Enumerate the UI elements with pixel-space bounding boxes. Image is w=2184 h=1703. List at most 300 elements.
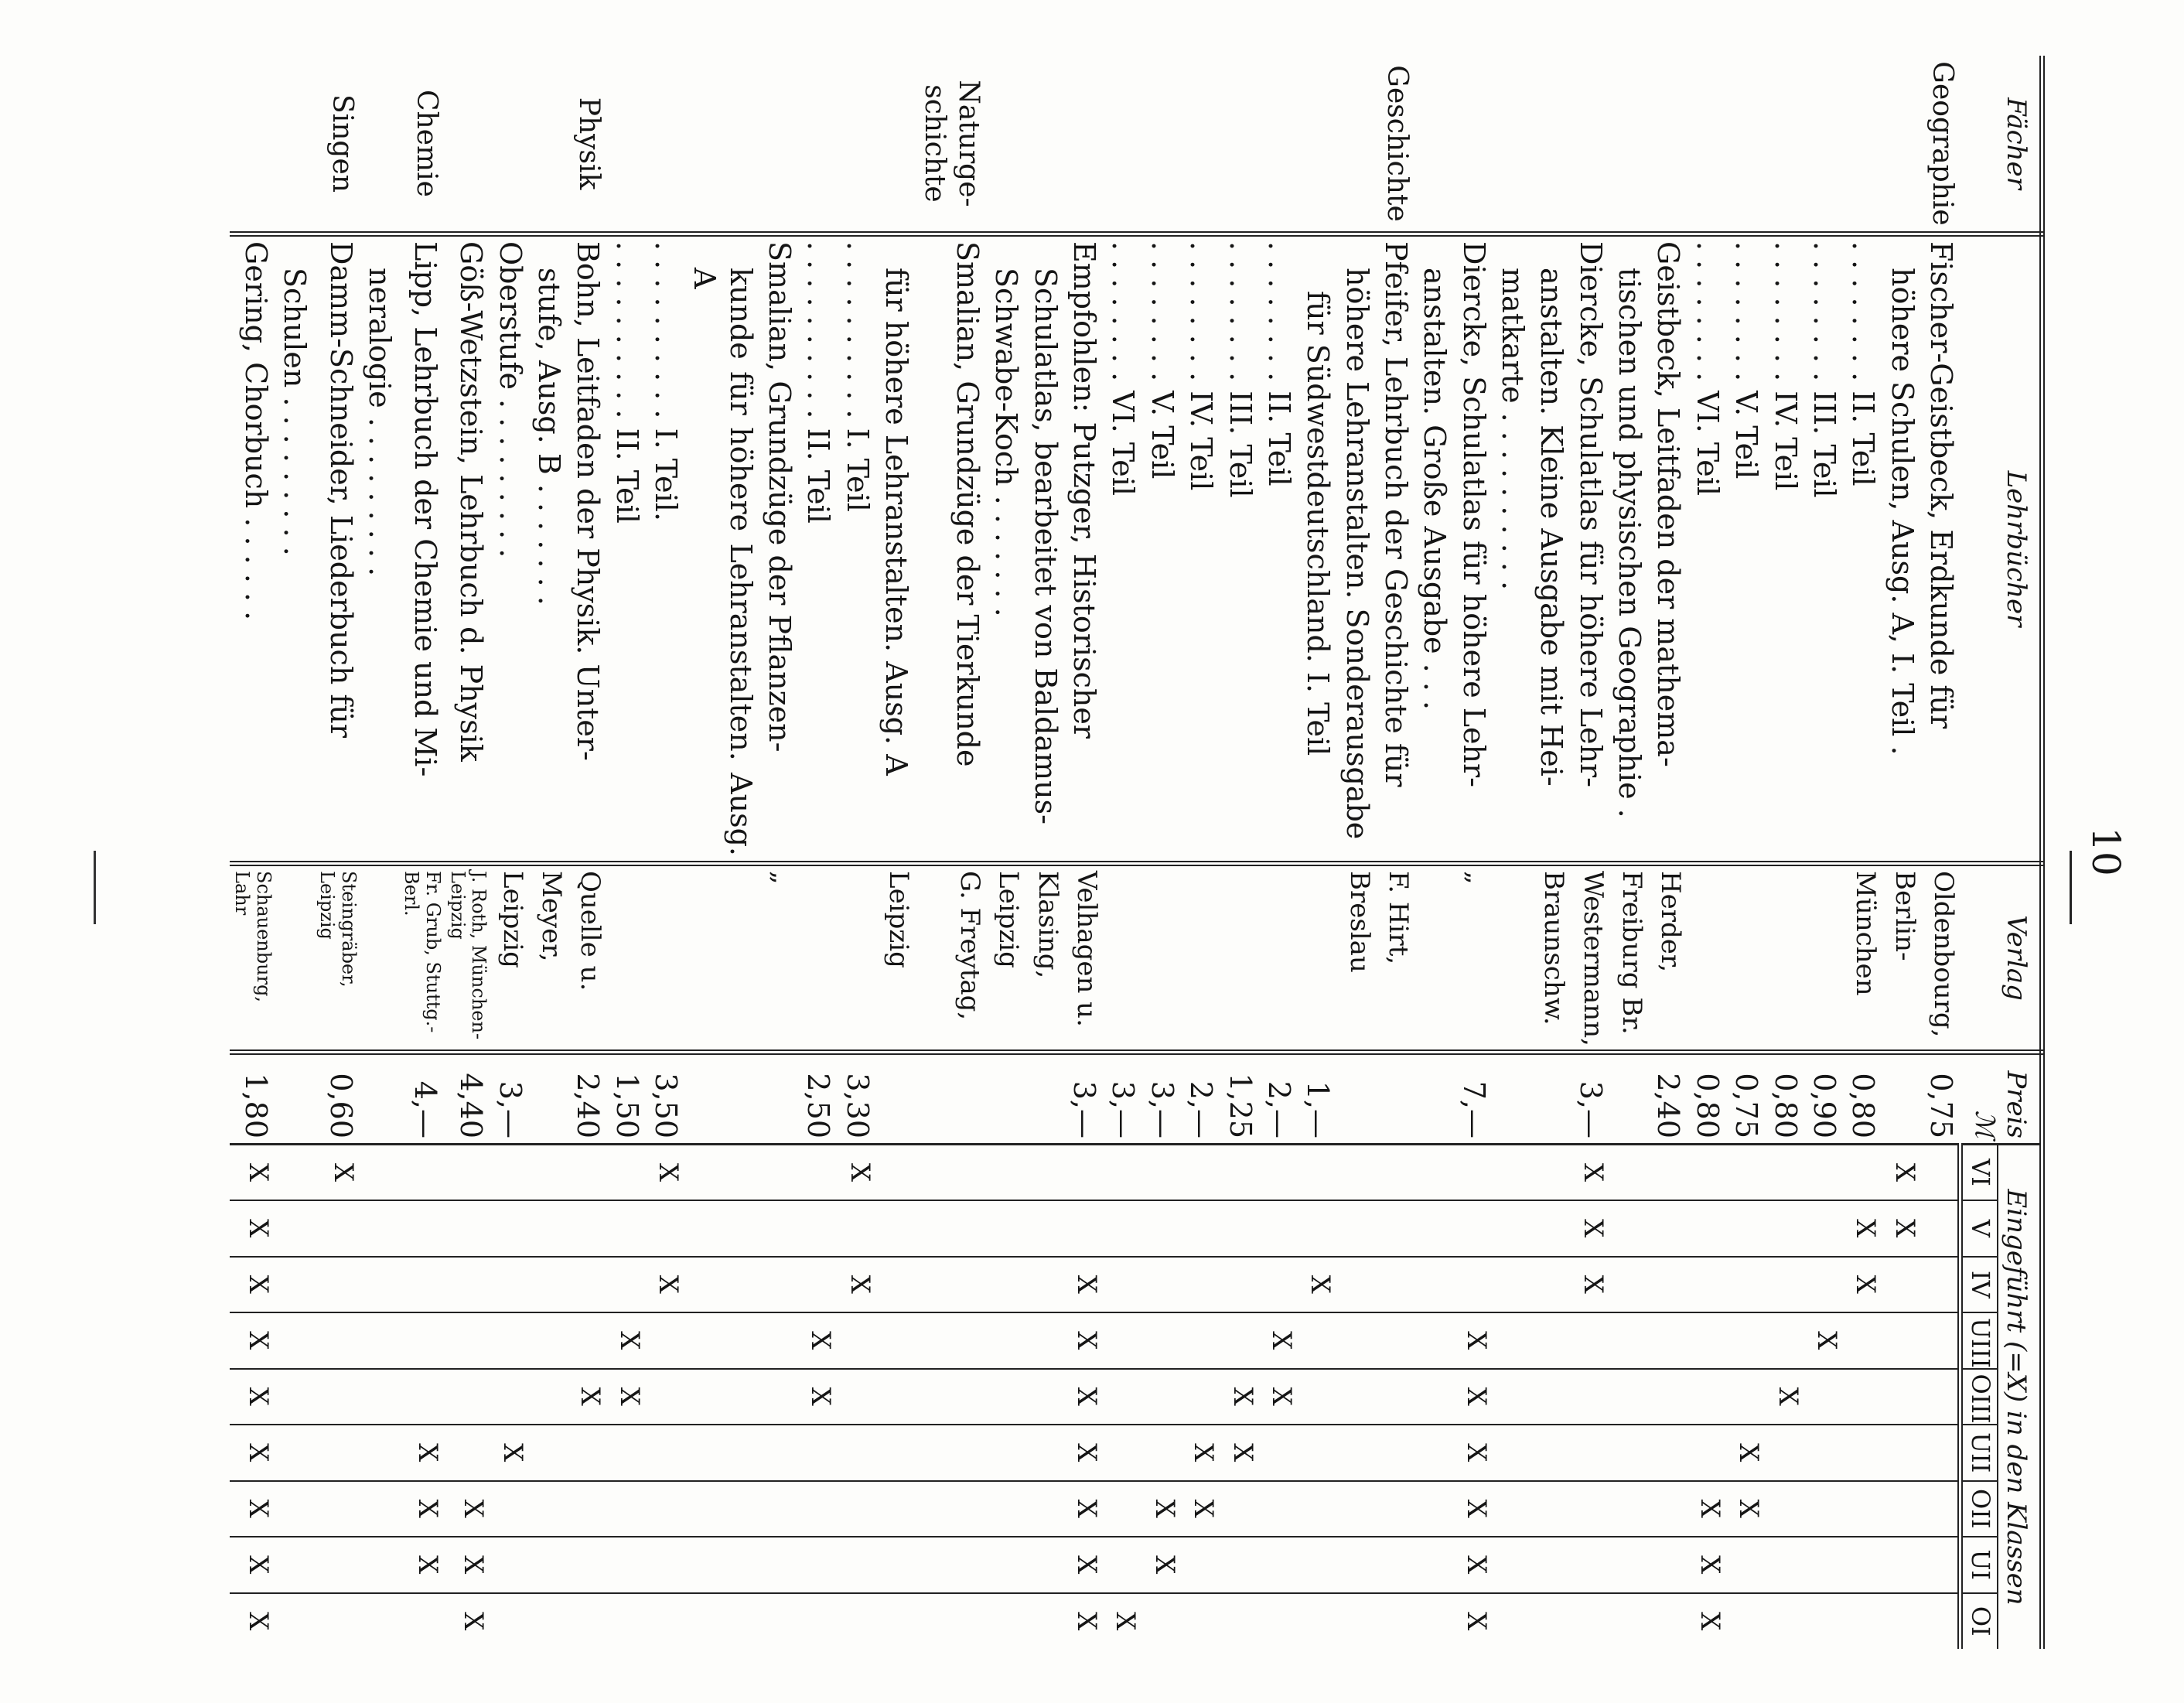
class-mark-cell — [987, 1425, 1025, 1481]
class-mark-cell — [987, 1312, 1025, 1369]
class-mark-cell — [1805, 1425, 1844, 1481]
class-mark-cell: X — [1766, 1369, 1804, 1425]
class-mark-cell — [568, 1593, 607, 1650]
class-mark-cell: X — [1220, 1369, 1259, 1425]
publisher-cell — [838, 864, 876, 1053]
class-mark-cell — [1220, 1145, 1259, 1201]
price-cell: 2,40 — [568, 1053, 607, 1145]
textbook-cell: Schwabe-Koch . . . . . . . — [987, 234, 1025, 864]
class-mark-cell — [360, 1312, 399, 1369]
textbook-cell: . . . . . . . . . . I. Teil. — [647, 234, 685, 864]
publisher-cell — [1766, 864, 1804, 1053]
class-mark-cell — [568, 1481, 607, 1537]
class-mark-cell: X — [1571, 1200, 1609, 1257]
class-mark-cell — [987, 1257, 1025, 1313]
publisher-cell: Braunschw. — [1532, 864, 1571, 1053]
class-mark-cell — [445, 1425, 490, 1481]
textbook-cell: Damm-Schneider, Liederbuch für — [314, 234, 360, 864]
class-mark-cell: X — [230, 1257, 275, 1313]
class-mark-cell — [1337, 1312, 1376, 1369]
class-mark-cell — [647, 1537, 685, 1593]
class-mark-cell: X — [1298, 1257, 1337, 1313]
class-mark-cell — [987, 1145, 1025, 1201]
publisher-cell: Klasing, — [1025, 864, 1064, 1053]
class-mark-cell — [1922, 1425, 1960, 1481]
table-row — [1844, 56, 1882, 1649]
publisher-cell: J. Roth, München-Leipzig — [445, 864, 490, 1053]
class-mark-cell: X — [1454, 1481, 1493, 1537]
class-mark-cell: X — [1142, 1481, 1181, 1537]
class-mark-cell: X — [647, 1257, 685, 1313]
class-mark-cell — [1260, 1145, 1298, 1201]
class-mark-cell — [1493, 1593, 1532, 1650]
subject-cell — [987, 56, 1025, 234]
class-mark-cell — [685, 1145, 760, 1201]
subject-cell — [607, 56, 646, 234]
class-mark-cell — [1415, 1425, 1454, 1481]
class-mark-cell — [1805, 1369, 1844, 1425]
table-row — [760, 56, 799, 1649]
class-mark-cell — [1532, 1593, 1571, 1650]
table-row — [1454, 56, 1493, 1649]
textbook-cell: Geistbeck, Leitfaden der mathema- — [1649, 234, 1687, 864]
table-row — [1415, 56, 1454, 1649]
class-mark-cell — [1415, 1200, 1454, 1257]
publisher-cell: Leipzig — [987, 864, 1025, 1053]
publisher-cell — [1260, 864, 1298, 1053]
class-mark-cell — [1337, 1145, 1376, 1201]
class-mark-cell — [1182, 1257, 1220, 1313]
publisher-cell — [1805, 864, 1844, 1053]
class-mark-cell — [685, 1593, 760, 1650]
price-cell: 0,80 — [1766, 1053, 1804, 1145]
table-row — [1337, 56, 1376, 1649]
subject-cell — [360, 56, 399, 234]
header-class-oii: OII — [1960, 1481, 1998, 1537]
subject-cell — [1065, 56, 1104, 234]
class-mark-cell — [1220, 1537, 1259, 1593]
textbook-cell: kunde für höhere Lehranstalten. Ausg. A — [685, 234, 760, 864]
class-mark-cell — [1610, 1593, 1649, 1650]
table-row — [1142, 56, 1181, 1649]
class-mark-cell — [1766, 1200, 1804, 1257]
class-mark-cell — [1415, 1537, 1454, 1593]
class-mark-cell — [1104, 1200, 1142, 1257]
table-row — [230, 56, 275, 1649]
class-mark-cell — [1104, 1369, 1142, 1425]
class-mark-cell — [1571, 1369, 1609, 1425]
subject-cell: Geographie — [1922, 56, 1960, 234]
textbook-cell: . . . . . . . . V. Teil — [1727, 234, 1766, 864]
class-mark-cell — [877, 1200, 916, 1257]
class-mark-cell — [1649, 1593, 1687, 1650]
price-cell: 3,— — [1065, 1053, 1104, 1145]
publisher-cell — [799, 864, 838, 1053]
class-mark-cell — [314, 1200, 360, 1257]
class-mark-cell: X — [1260, 1312, 1298, 1369]
class-mark-cell — [1142, 1369, 1181, 1425]
class-mark-cell — [1142, 1145, 1181, 1201]
class-mark-cell: X — [1220, 1425, 1259, 1481]
class-mark-cell — [1922, 1312, 1960, 1369]
class-mark-cell — [877, 1145, 916, 1201]
class-mark-cell: X — [1694, 1612, 1725, 1631]
price-cell: 1,80 — [230, 1053, 275, 1145]
class-mark-cell — [1298, 1593, 1337, 1650]
class-mark-cell — [445, 1257, 490, 1313]
class-mark-cell — [1377, 1200, 1415, 1257]
table-row — [1493, 56, 1532, 1649]
class-mark-cell — [1649, 1312, 1687, 1369]
header-class-uiii: UIII — [1960, 1312, 1998, 1369]
subject-cell — [1766, 56, 1804, 234]
textbook-cell: Schulatlas, bearbeitet von Baldamus- — [1025, 234, 1064, 864]
class-mark-cell: X — [230, 1312, 275, 1369]
class-mark-cell: X — [607, 1312, 646, 1369]
class-mark-cell — [1104, 1257, 1142, 1313]
textbook-cell: Gering, Chorbuch . . . . . . — [230, 234, 275, 864]
class-mark-cell — [877, 1593, 916, 1650]
class-mark-cell — [1766, 1257, 1804, 1313]
class-mark-cell — [1025, 1145, 1064, 1201]
class-mark-cell — [1766, 1145, 1804, 1201]
class-mark-cell — [1727, 1145, 1766, 1201]
textbook-cell: Lipp, Lehrbuch der Chemie und Mi- — [399, 234, 445, 864]
class-mark-cell — [568, 1312, 607, 1369]
table-row — [1805, 56, 1844, 1649]
class-mark-cell — [1220, 1257, 1259, 1313]
class-mark-cell — [275, 1537, 314, 1593]
class-mark-cell — [1727, 1312, 1766, 1369]
table-row — [1610, 56, 1649, 1649]
class-mark-cell — [607, 1481, 646, 1537]
class-mark-cell: X — [242, 1612, 274, 1631]
class-mark-cell: X — [607, 1369, 646, 1425]
class-mark-cell — [838, 1593, 876, 1650]
class-mark-cell — [1337, 1593, 1376, 1650]
price-cell: 3,— — [1142, 1053, 1181, 1145]
subject-cell — [1882, 56, 1921, 234]
table-row — [799, 56, 838, 1649]
table-row — [1065, 56, 1104, 1649]
publisher-cell: Steingräber, Leipzig — [314, 864, 360, 1053]
class-mark-cell — [1065, 1145, 1104, 1201]
class-mark-cell — [445, 1312, 490, 1369]
class-mark-cell — [1571, 1593, 1609, 1650]
class-mark-cell — [1298, 1200, 1337, 1257]
class-mark-cell — [275, 1369, 314, 1425]
class-mark-cell — [1454, 1145, 1493, 1201]
class-mark-cell — [1727, 1369, 1766, 1425]
class-mark-cell — [490, 1593, 529, 1650]
class-mark-cell — [399, 1257, 445, 1313]
publisher-cell — [685, 864, 760, 1053]
table-row — [987, 56, 1025, 1649]
class-mark-cell — [760, 1481, 799, 1537]
publisher-cell: Velhagen u. — [1065, 864, 1104, 1053]
class-mark-cell — [1727, 1593, 1766, 1650]
textbook-cell: stufe, Ausg. B . . . . . . . — [530, 234, 568, 864]
publisher-cell: Schauenburg, Lahr — [230, 864, 275, 1053]
class-mark-cell — [760, 1312, 799, 1369]
textbook-cell: Oberstufe . . . . . . . . . — [490, 234, 529, 864]
table-row — [1220, 56, 1259, 1649]
table-row — [490, 56, 529, 1649]
class-mark-cell — [1493, 1145, 1532, 1201]
header-price — [1960, 1053, 2042, 1145]
textbook-cell: Diercke, Schulatlas für höhere Lehr- — [1571, 234, 1609, 864]
header-class-iv: IV — [1960, 1257, 1998, 1313]
subject-cell — [1104, 56, 1142, 234]
class-mark-cell — [1142, 1425, 1181, 1481]
header-class-ui: UI — [1960, 1537, 1998, 1593]
class-mark-cell — [1142, 1312, 1181, 1369]
class-mark-cell — [1649, 1425, 1687, 1481]
price-cell: 3,50 — [647, 1053, 685, 1145]
textbook-cell: Smalian, Grundzüge der Pflanzen- — [760, 234, 799, 864]
class-mark-cell — [1337, 1481, 1376, 1537]
class-mark-cell — [1142, 1593, 1181, 1650]
class-mark-cell — [760, 1369, 799, 1425]
class-mark-cell — [314, 1537, 360, 1593]
class-mark-cell — [275, 1425, 314, 1481]
class-mark-cell — [1922, 1257, 1960, 1313]
subject-cell — [1532, 56, 1571, 234]
class-mark-cell — [838, 1537, 876, 1593]
textbook-table — [230, 56, 2045, 1649]
class-mark-cell — [1571, 1481, 1609, 1537]
textbook-cell: Fischer-Geistbeck, Erdkunde für — [1922, 234, 1960, 864]
textbook-cell: . . . . . . . . . . I. Teil — [838, 234, 876, 864]
class-mark-cell — [607, 1593, 646, 1650]
subject-cell — [275, 56, 314, 234]
class-mark-cell — [445, 1369, 490, 1425]
textbook-cell: höhere Lehranstalten. Sonderausgabe — [1337, 234, 1376, 864]
class-mark-cell — [1493, 1369, 1532, 1425]
class-mark-cell — [490, 1200, 529, 1257]
class-mark-cell — [1493, 1425, 1532, 1481]
class-mark-cell: X — [399, 1481, 445, 1537]
class-mark-cell — [1610, 1425, 1649, 1481]
class-mark-cell — [360, 1481, 399, 1537]
price-cell: 7,— — [1454, 1053, 1493, 1145]
publisher-cell: München — [1844, 864, 1882, 1053]
class-mark-cell — [490, 1145, 529, 1201]
class-mark-cell — [877, 1312, 916, 1369]
publisher-cell: Berlin- — [1882, 864, 1921, 1053]
class-mark-cell — [1649, 1481, 1687, 1537]
class-mark-cell — [799, 1593, 838, 1650]
class-mark-cell: X — [314, 1145, 360, 1201]
table-row — [838, 56, 876, 1649]
class-mark-cell — [1922, 1369, 1960, 1425]
class-mark-cell: X — [445, 1481, 490, 1537]
class-mark-cell — [916, 1145, 987, 1201]
class-mark-cell — [1687, 1257, 1726, 1313]
subject-cell — [647, 56, 685, 234]
publisher-cell: Quelle u. — [568, 864, 607, 1053]
table-row — [360, 56, 399, 1649]
class-mark-cell — [1415, 1312, 1454, 1369]
subject-cell: Chemie — [399, 56, 445, 234]
class-mark-cell — [685, 1369, 760, 1425]
class-mark-cell: X — [1065, 1369, 1104, 1425]
class-mark-cell — [1727, 1537, 1766, 1593]
class-mark-cell: X — [445, 1537, 490, 1593]
class-mark-cell: X — [458, 1612, 490, 1631]
class-mark-cell: X — [838, 1257, 876, 1313]
publisher-cell: Oldenbourg, — [1922, 864, 1960, 1053]
class-mark-cell — [760, 1145, 799, 1201]
class-mark-cell — [799, 1200, 838, 1257]
class-mark-cell: X — [1182, 1481, 1220, 1537]
price-cell: 0,80 — [1844, 1053, 1882, 1145]
table-row — [445, 56, 490, 1649]
class-mark-cell — [1532, 1537, 1571, 1593]
class-mark-cell: X — [1454, 1425, 1493, 1481]
price-cell: 1,— — [1298, 1053, 1337, 1145]
class-mark-cell — [685, 1481, 760, 1537]
subject-cell — [685, 56, 760, 234]
class-mark-cell: X — [1065, 1537, 1104, 1593]
class-mark-cell — [1922, 1593, 1960, 1650]
class-mark-cell: X — [1687, 1481, 1726, 1537]
class-mark-cell — [838, 1312, 876, 1369]
class-mark-cell — [490, 1537, 529, 1593]
class-mark-cell — [568, 1200, 607, 1257]
class-mark-cell — [838, 1200, 876, 1257]
class-mark-cell — [1649, 1369, 1687, 1425]
class-mark-cell — [760, 1200, 799, 1257]
table-row — [1687, 56, 1726, 1649]
price-cell — [1532, 1053, 1571, 1145]
class-mark-cell: X — [1260, 1369, 1298, 1425]
class-mark-cell — [987, 1481, 1025, 1537]
subject-cell — [530, 56, 568, 234]
class-mark-cell — [1571, 1537, 1609, 1593]
publisher-cell: „ — [1454, 864, 1493, 1053]
class-mark-cell: X — [230, 1481, 275, 1537]
textbook-cell: Smalian, Grundzüge der Tierkunde — [916, 234, 987, 864]
class-mark-cell — [647, 1312, 685, 1369]
class-mark-cell: X — [399, 1425, 445, 1481]
class-mark-cell — [1182, 1593, 1220, 1650]
class-mark-cell — [987, 1537, 1025, 1593]
price-cell: 2,— — [1260, 1053, 1298, 1145]
class-mark-cell — [647, 1425, 685, 1481]
publisher-cell: „ — [760, 864, 799, 1053]
textbook-cell: . . . . . . . . . . II. Teil — [607, 234, 646, 864]
table-row — [916, 56, 987, 1649]
class-mark-cell — [1298, 1369, 1337, 1425]
class-mark-cell — [760, 1257, 799, 1313]
class-mark-cell — [490, 1481, 529, 1537]
class-mark-cell — [1260, 1257, 1298, 1313]
price-cell — [1337, 1053, 1376, 1145]
publisher-cell — [1142, 864, 1181, 1053]
class-mark-cell — [1377, 1312, 1415, 1369]
subject-cell — [1649, 56, 1687, 234]
class-mark-cell — [799, 1425, 838, 1481]
class-mark-cell — [1844, 1593, 1882, 1650]
class-mark-cell — [360, 1369, 399, 1425]
class-mark-cell — [916, 1312, 987, 1369]
class-mark-cell — [987, 1593, 1025, 1650]
class-mark-cell — [1337, 1369, 1376, 1425]
price-cell — [1377, 1053, 1415, 1145]
publisher-cell — [1493, 864, 1532, 1053]
class-mark-cell — [1025, 1593, 1064, 1650]
textbook-cell: höhere Schulen, Ausg. A, I. Teil . — [1882, 234, 1921, 864]
class-mark-cell — [1687, 1369, 1726, 1425]
class-mark-cell — [1337, 1200, 1376, 1257]
price-cell: 3,— — [1571, 1053, 1609, 1145]
class-mark-cell: X — [568, 1369, 607, 1425]
class-mark-cell — [916, 1537, 987, 1593]
subject-cell — [1610, 56, 1649, 234]
class-mark-cell — [1532, 1145, 1571, 1201]
price-cell — [530, 1053, 568, 1145]
class-mark-cell — [607, 1537, 646, 1593]
textbook-cell: . . . . . . . . VI. Teil — [1687, 234, 1726, 864]
class-mark-cell — [607, 1145, 646, 1201]
class-mark-cell — [1454, 1200, 1493, 1257]
class-mark-cell — [1844, 1145, 1882, 1201]
publisher-cell — [1298, 864, 1337, 1053]
price-cell: 2,40 — [1649, 1053, 1687, 1145]
class-mark-cell: X — [1844, 1200, 1882, 1257]
class-mark-cell — [360, 1593, 399, 1650]
publisher-cell: Fr. Grub, Stuttg.-Berl. — [399, 864, 445, 1053]
class-mark-cell — [1377, 1537, 1415, 1593]
class-mark-cell — [760, 1537, 799, 1593]
table-row — [1025, 56, 1064, 1649]
class-mark-cell — [916, 1593, 987, 1650]
class-mark-cell — [1687, 1312, 1726, 1369]
class-mark-cell — [314, 1369, 360, 1425]
subject-cell: Naturge-schichte — [916, 56, 987, 234]
class-mark-cell — [1415, 1481, 1454, 1537]
publisher-cell: Breslau — [1337, 864, 1376, 1053]
class-mark-cell — [1805, 1145, 1844, 1201]
class-mark-cell — [1220, 1200, 1259, 1257]
publisher-cell: Meyer, — [530, 864, 568, 1053]
class-mark-cell — [1298, 1312, 1337, 1369]
table-row — [275, 56, 314, 1649]
class-mark-cell — [1882, 1593, 1921, 1650]
class-mark-cell: X — [838, 1145, 876, 1201]
price-cell: 0,90 — [1805, 1053, 1844, 1145]
class-mark-cell — [1298, 1145, 1337, 1201]
textbook-cell: Göß-Wetzstein, Lehrbuch d. Physik — [445, 234, 490, 864]
class-mark-cell — [275, 1200, 314, 1257]
textbook-cell: . . . . . . . . V. Teil — [1142, 234, 1181, 864]
table-row — [1182, 56, 1220, 1649]
price-cell — [877, 1053, 916, 1145]
textbook-cell: Diercke, Schulatlas für höhere Lehr- — [1454, 234, 1493, 864]
class-mark-cell — [1805, 1481, 1844, 1537]
table-row — [1377, 56, 1415, 1649]
class-mark-cell: X — [1571, 1257, 1609, 1313]
class-mark-cell — [1377, 1593, 1415, 1650]
table-row — [1922, 56, 1960, 1649]
class-mark-cell: X — [1142, 1537, 1181, 1593]
class-mark-cell: X — [490, 1425, 529, 1481]
class-mark-cell — [1104, 1481, 1142, 1537]
table-row — [1298, 56, 1337, 1649]
table-row — [877, 56, 916, 1649]
class-mark-cell — [1260, 1593, 1298, 1650]
